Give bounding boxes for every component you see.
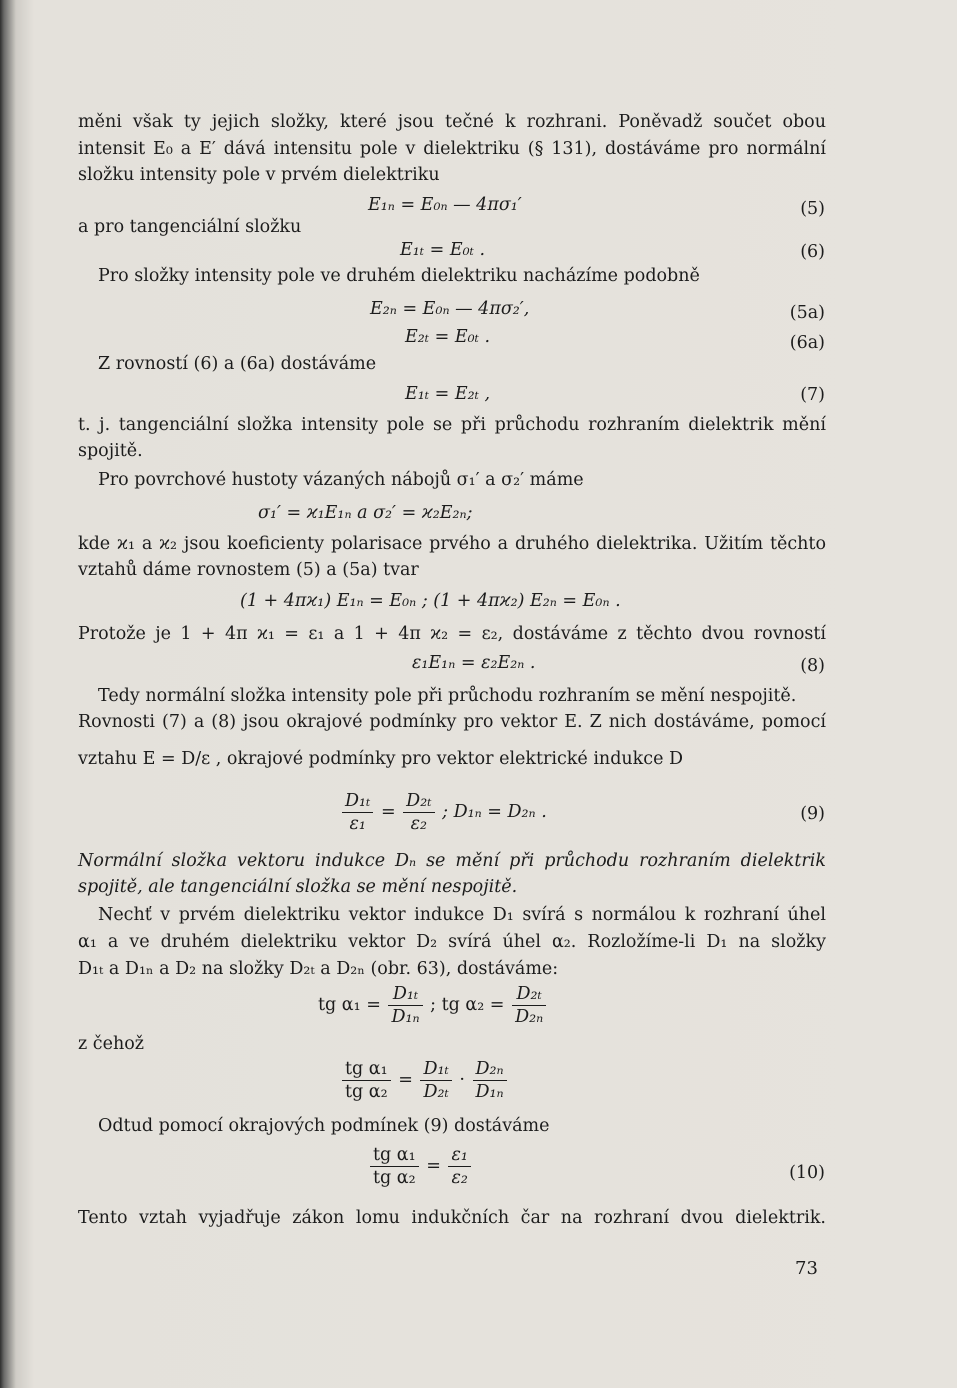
text-line: α₁ a ve druhém dielektriku vektor D₂ svírá úhel α₂. Rozložíme-li D₁ na složky xyxy=(78,932,826,952)
fraction: $\frac{\text{D₂ₜ}}{\text{ε₂}}$ xyxy=(403,790,434,835)
text-line: t. j. tangenciální složka intensity pole se při průchodu rozhraním dielektrik mění xyxy=(78,415,826,435)
text-line: spojitě. xyxy=(78,441,143,461)
equation-9: $\frac{\text{D₁ₜ}}{\text{ε₁}}$ = $\frac{\text{D₂ₜ}}{\text{ε₂}}$ ; D₁ₙ = D₂ₙ . xyxy=(340,790,547,835)
text-line: intensit E₀ a E′ dává intensitu pole v dielektriku (§ 131), dostáváme pro normální xyxy=(78,139,826,159)
eq-number: (8) xyxy=(800,656,825,676)
fraction: $\frac{\text{ε₁}}{\text{ε₂}}$ xyxy=(448,1144,470,1189)
fraction: $\frac{\text{D₂ₙ}}{\text{D₁ₙ}}$ xyxy=(473,1058,507,1103)
text-line: Normální složka vektoru indukce Dₙ se mění při průchodu rozhraním dielektrik xyxy=(78,851,826,871)
text-line: Pro povrchové hustoty vázaných nábojů σ₁′ a σ₂′ máme xyxy=(98,470,584,490)
equation-form: (1 + 4πϰ₁) E₁ₙ = E₀ₙ ; (1 + 4πϰ₂) E₂ₙ = E₀ₙ . xyxy=(240,591,621,611)
text-line: D₁ₜ a D₁ₙ a D₂ na složky D₂ₜ a D₂ₙ (obr. 63), dostáváme: xyxy=(78,959,559,979)
text-line: vztahů dáme rovnostem (5) a (5a) tvar xyxy=(78,560,419,580)
fraction: $\frac{\text{D₁ₜ}}{\text{D₂ₜ}}$ xyxy=(420,1058,451,1103)
fraction: $\frac{\text{D₁ₜ}}{\text{D₁ₙ}}$ xyxy=(388,983,422,1028)
text-line: složku intensity pole v prvém dielektriku xyxy=(78,165,440,185)
fraction: $\frac{\text{tg α₁}}{\text{tg α₂}}$ xyxy=(342,1058,391,1103)
text-line: Odtud pomocí okrajových podmínek (9) dostáváme xyxy=(98,1116,550,1136)
text-line: měni však ty jejich složky, které jsou tečné k rozhrani. Poněvadž součet obou xyxy=(78,112,826,132)
equation-tangent: tg α₁ = $\frac{\text{D₁ₜ}}{\text{D₁ₙ}}$ ; tg α₂ = $\frac{\text{D₂ₜ}}{\text{D₂ₙ}}$ xyxy=(318,983,548,1028)
equation-ratio: $\frac{\text{tg α₁}}{\text{tg α₂}}$ = $\frac{\text{D₁ₜ}}{\text{D₂ₜ}}$ · $\frac{\text{D₂ₙ}}{\text{D₁ₙ}}$ xyxy=(340,1058,509,1103)
eq-number: (7) xyxy=(800,385,825,405)
eq-number: (9) xyxy=(800,804,825,824)
text-line: Rovnosti (7) a (8) jsou okrajové podmínky pro vektor E. Z nich dostáváme, pomocí xyxy=(78,712,826,732)
page-number: 73 xyxy=(795,1258,818,1279)
fraction: $\frac{\text{D₂ₜ}}{\text{D₂ₙ}}$ xyxy=(512,983,546,1028)
fraction: $\frac{\text{D₁ₜ}}{\text{ε₁}}$ xyxy=(342,790,373,835)
text-line: Nechť v prvém dielektriku vektor indukce D₁ svírá s normálou k rozhraní úhel xyxy=(98,905,826,925)
text-line: Tedy normální složka intensity pole při průchodu rozhraním se mění nespojitě. xyxy=(98,686,797,706)
eq-number: (6a) xyxy=(789,333,825,353)
equation-6a: E₂ₜ = E₀ₜ . xyxy=(405,327,491,347)
eq-number: (5) xyxy=(800,199,825,219)
equation-5: E₁ₙ = E₀ₙ — 4πσ₁′ xyxy=(368,195,522,215)
eq-number: (6) xyxy=(800,242,825,262)
eq-number: (5a) xyxy=(789,303,825,323)
text-line: Tento vztah vyjadřuje zákon lomu indukčních čar na rozhraní dvou dielektrik. xyxy=(78,1208,826,1228)
text-line: spojitě, ale tangenciální složka se mění nespojitě. xyxy=(78,877,518,897)
equation-10: $\frac{\text{tg α₁}}{\text{tg α₂}}$ = $\frac{\text{ε₁}}{\text{ε₂}}$ xyxy=(368,1144,473,1189)
eq-number: (10) xyxy=(789,1163,825,1183)
text-line: a pro tangenciální složku xyxy=(78,217,302,237)
equation-sigma: σ₁′ = ϰ₁E₁ₙ a σ₂′ = ϰ₂E₂ₙ; xyxy=(258,503,473,523)
fraction: $\frac{\text{tg α₁}}{\text{tg α₂}}$ xyxy=(370,1144,419,1189)
text-line: kde ϰ₁ a ϰ₂ jsou koeficienty polarisace prvého a druhého dielektrika. Užitím těchto xyxy=(78,534,826,554)
text-line: Protože je 1 + 4π ϰ₁ = ε₁ a 1 + 4π ϰ₂ = ε₂, dostáváme z těchto dvou rovností xyxy=(78,624,826,644)
text-line: z čehož xyxy=(78,1034,144,1054)
equation-8: ε₁E₁ₙ = ε₂E₂ₙ . xyxy=(412,653,536,673)
text-line: vztahu E = D/ε , okrajové podmínky pro vektor elektrické indukce D xyxy=(78,749,684,769)
text-line: Z rovností (6) a (6a) dostáváme xyxy=(98,354,377,374)
equation-6: E₁ₜ = E₀ₜ . xyxy=(400,240,486,260)
equation-5a: E₂ₙ = E₀ₙ — 4πσ₂′, xyxy=(370,299,530,319)
text-line: Pro složky intensity pole ve druhém dielektriku nacházíme podobně xyxy=(98,266,700,286)
equation-7: E₁ₜ = E₂ₜ , xyxy=(405,384,491,404)
